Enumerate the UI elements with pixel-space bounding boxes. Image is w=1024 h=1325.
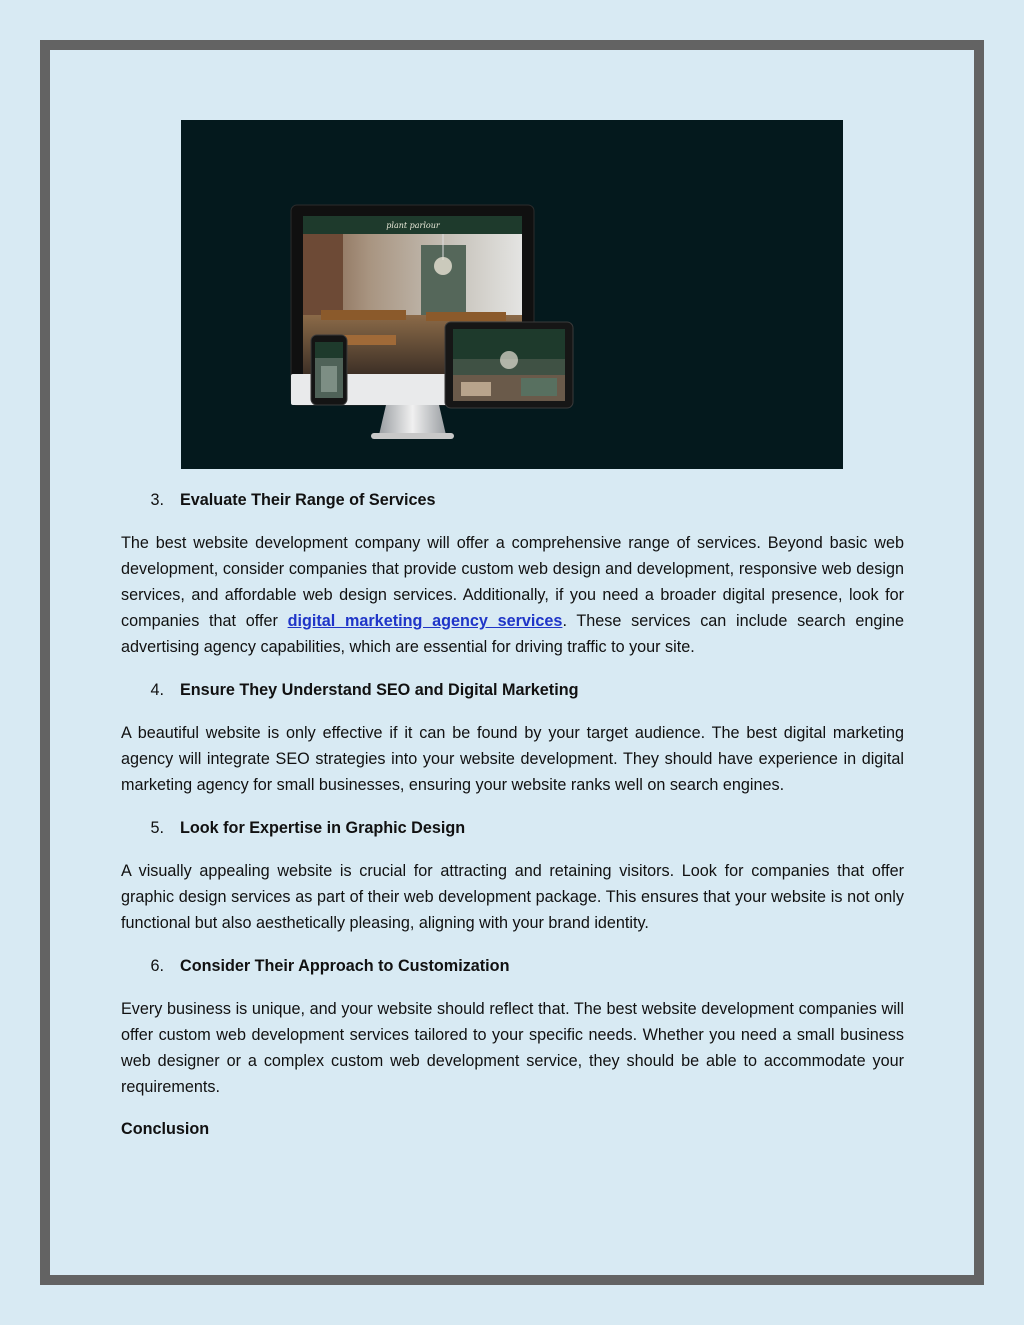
section-paragraph [121,530,904,660]
section-number: 3. [150,491,164,509]
hero-image [181,120,843,469]
section-title: Ensure They Understand SEO and Digital Marketing [180,681,579,699]
section-number: 6. [150,957,164,975]
digital-marketing-link[interactable]: digital marketing agency services [287,612,563,630]
paragraph-text: . These services can include search engine advertising agency capabilities, which are essential for driving traffic to your site. [121,612,905,656]
section-title: Look for Expertise in Graphic Design [180,819,466,837]
section-number: 4. [150,681,164,699]
article-content [121,486,904,1142]
section-paragraph: A visually appealing website is crucial for attracting and retaining visitors. Look for companies that offer graphic design services as part of their web development package. This ensures that your website is not only functional but also aesthetically pleasing, aligning with your brand identity. [121,862,904,932]
section-paragraph: A beautiful website is only effective if it can be found by your target audience. The best digital marketing agency will integrate SEO strategies into your website development. They should have experience in digital marketing agency for small businesses, ensuring your website ranks well on search engines. [121,724,904,794]
section-heading [121,814,904,842]
section-title: Consider Their Approach to Customization [180,957,510,975]
section-heading [121,952,904,980]
section-heading [121,676,904,704]
paragraph-text: The best website development company will offer a comprehensive range of services. Beyond basic web development, consider companies that provide custom web design and development, responsive web design services, and affordable web design services. Additionally, if you need a broader digital presence, look for companies that offer [121,534,904,630]
section-heading [121,486,904,514]
section-paragraph: Every business is unique, and your website should reflect that. The best website development companies will offer custom web development services tailored to your specific needs. Whether you need a small business web designer or a complex custom web development service, they should be able to accommodate your requirements. [121,1000,904,1096]
conclusion-heading: Conclusion [121,1120,210,1138]
section-number: 5. [150,819,164,837]
responsive-website-mockup-icon [181,120,843,469]
section-title: Evaluate Their Range of Services [180,491,436,509]
brand-label: plant parlour [386,221,440,230]
